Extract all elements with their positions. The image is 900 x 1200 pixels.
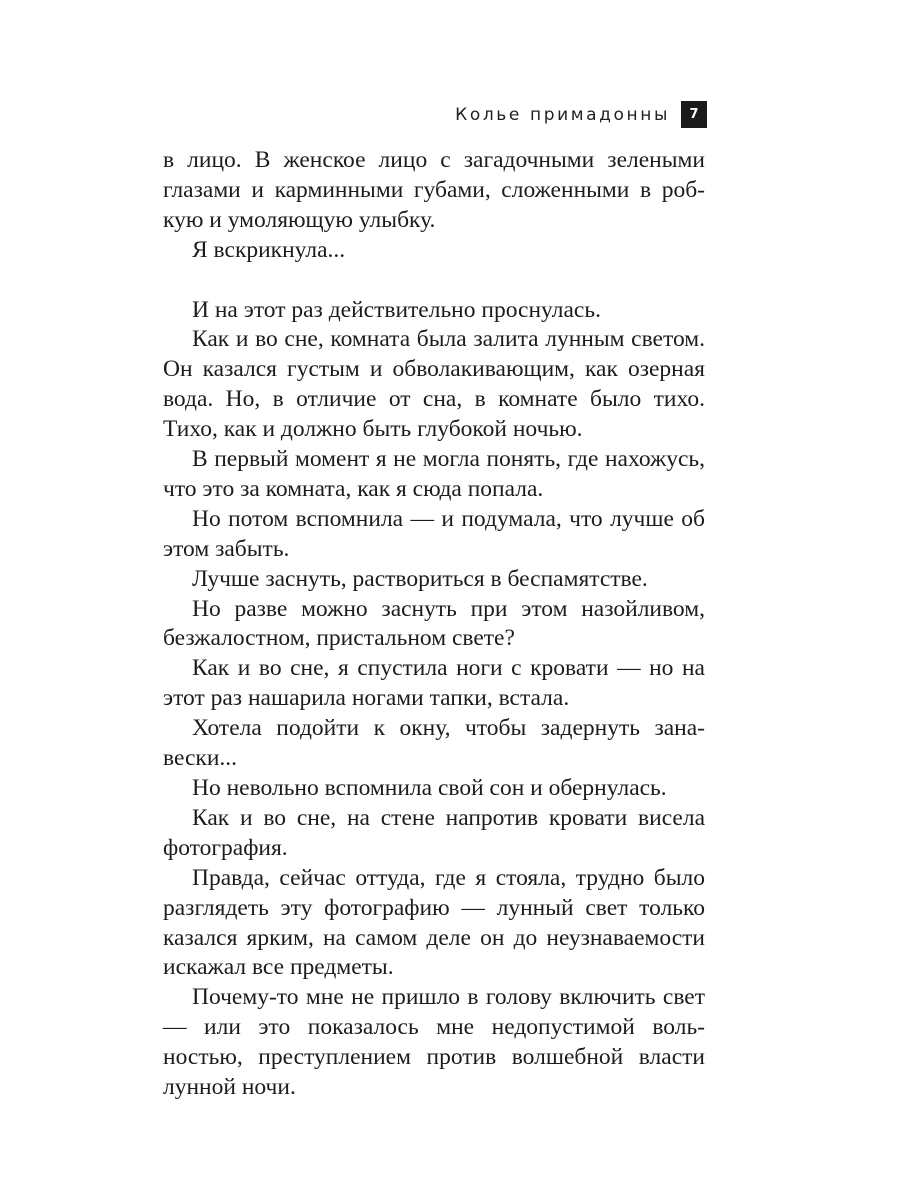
paragraph: Но потом вспомнила — и подумала, что лучше об этом забыть. [163,505,705,562]
paragraph: Правда, сейчас оттуда, где я стояла, трудно было разглядеть эту фотографию — лунный свет только казался ярким, на самом деле он до неузнаваемости искажал все предметы. [163,864,705,981]
paragraph: Почему-то мне не пришло в голову включить свет — или это показалось мне недопустимой вольностью, преступлением против волшебной власти лунной ночи. [163,984,705,1101]
paragraph: Как и во сне, комната была залита лунным светом. Он казался густым и обволакивающим, как озерная вода. Но, в отличие от сна, в комнате было тихо. Тихо, как и должно быть глубокой ночью. [163,326,705,443]
paragraph: Я вскрикнула... [192,236,346,263]
paragraph: Но невольно вспомнила свой сон и обернулась. [192,775,667,802]
paragraph: в лицо. В женское лицо с загадочными зелеными глазами и карминными губами, сложенными в робкую и умоляющую улыбку. [163,147,705,233]
page-number: 7 [681,101,707,128]
running-title: Колье примадонны [455,105,670,125]
paragraph: Но разве можно заснуть при этом назойливом, безжалостном, пристальном свете? [163,595,705,652]
paragraph: Как и во сне, на стене напротив кровати висела фотография. [163,804,705,861]
paragraph: Как и во сне, я спустила ноги с кровати — но на этот раз нашарила ногами тапки, встала. [163,655,705,712]
running-header [160,101,707,131]
paragraph: И на этот раз действительно проснулась. [192,296,601,323]
paragraph: В первый момент я не могла понять, где нахожусь, что это за комната, как я сюда попала. [163,446,705,502]
text-body [163,146,705,1103]
paragraph: Лучше заснуть, раствориться в беспамятстве. [192,565,648,592]
paragraph: Хотела подойти к окну, чтобы задернуть занавески... [163,715,705,772]
